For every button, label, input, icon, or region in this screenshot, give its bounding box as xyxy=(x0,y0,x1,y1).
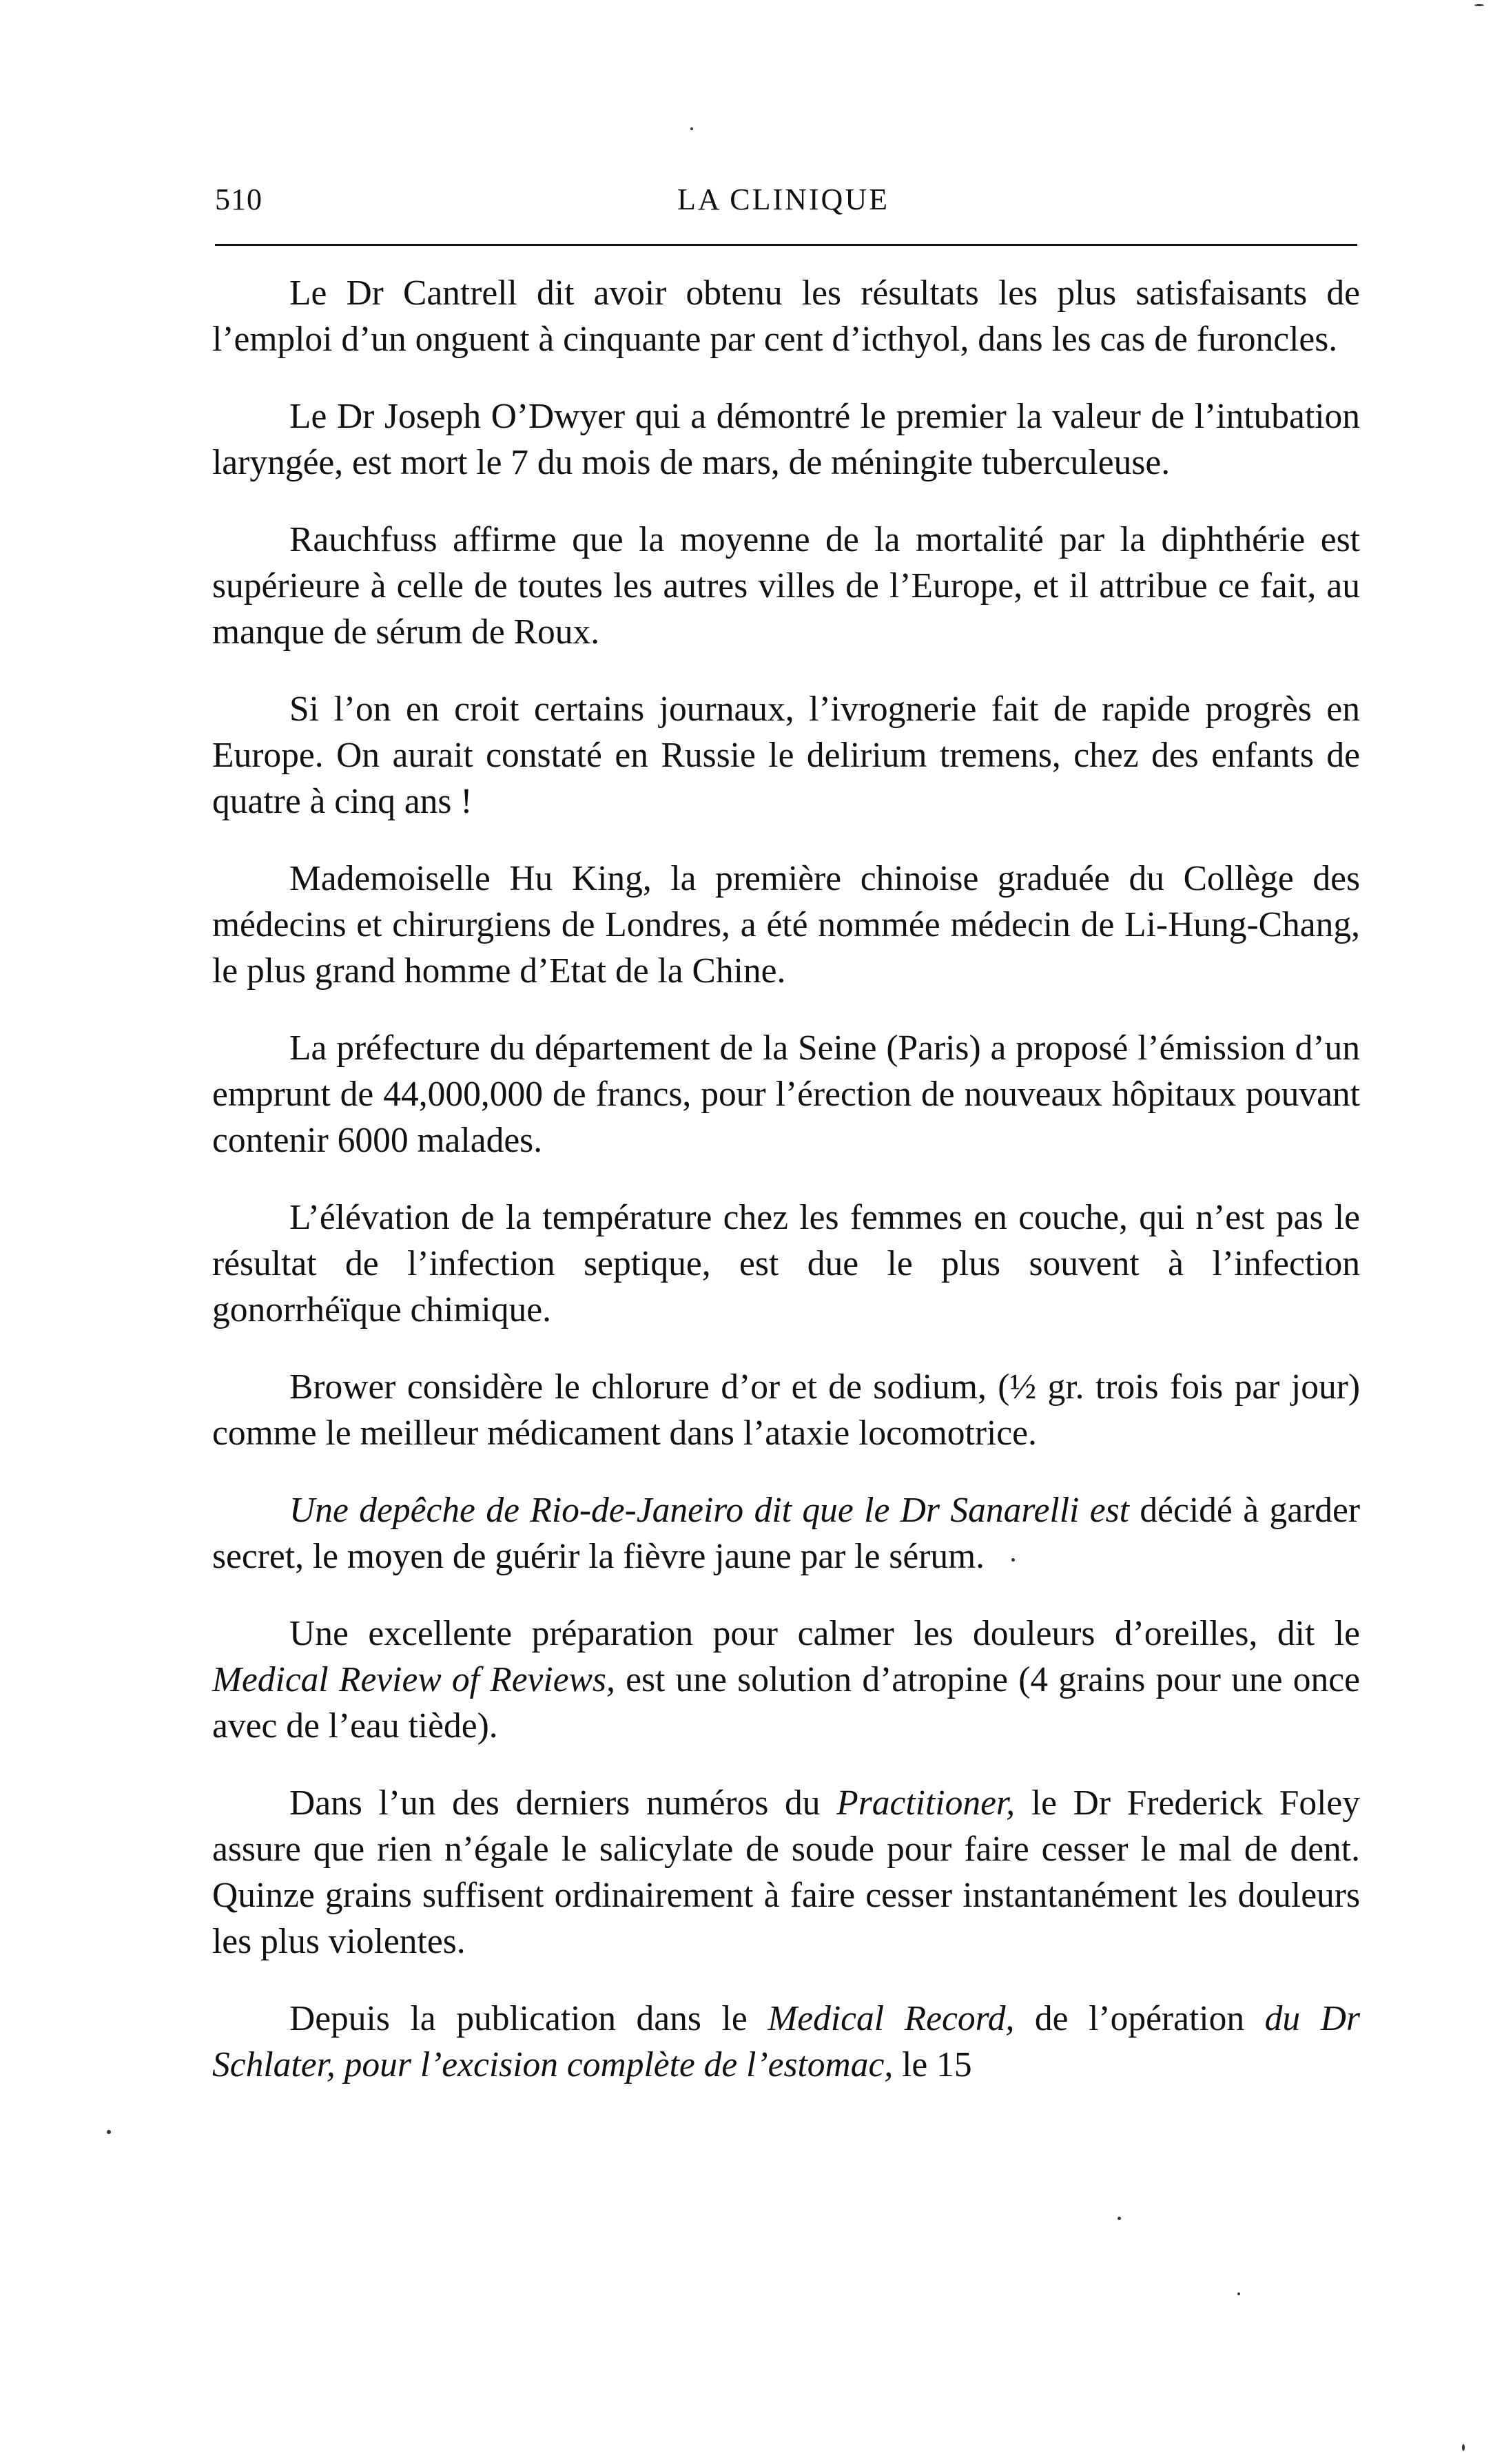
sanarelli-italic: Une depêche de Rio-de-Janeiro dit que le Dr Sanarelli est xyxy=(289,1491,1129,1530)
paragraph-brower: Brower considère le chlorure d’or et de sodium, (½ gr. trois fois par jour) comme le meilleur médicament dans l’ataxie locomotrice. xyxy=(212,1367,1360,1453)
scan-speck xyxy=(1237,2292,1240,2295)
page-number: 510 xyxy=(215,183,262,216)
schlater-text-c: le 15 xyxy=(902,2045,972,2084)
paragraph-atropine xyxy=(212,1611,1360,1749)
scan-speck xyxy=(690,127,693,130)
scan-speck xyxy=(1011,1558,1015,1562)
sanarelli-text: décidé à garder secret, le moyen de guérir la fièvre jaune par le sérum. xyxy=(212,1491,1360,1576)
paragraph-rauchfuss: Rauchfuss affirme que la moyenne de la mortalité par la diphthérie est supérieure à celle de toutes les autres villes de l’Europe, et il attribue ce fait, au manque de sérum de Roux. xyxy=(212,520,1360,652)
scan-speck xyxy=(1474,4,1484,6)
foley-text-b: le Dr Frederick Foley assure que rien n’égale le salicylate de soude pour faire cesser le mal de dent. Quinze grains suffisent ordinairement à faire cesser instantanément les douleurs les plus violentes. xyxy=(212,1783,1361,1961)
page-header xyxy=(215,180,1352,219)
atropine-text-a: Une excellente préparation pour calmer les douleurs d’oreilles, dit le xyxy=(289,1614,1360,1653)
paragraph-schlater xyxy=(212,1996,1360,2088)
atropine-journal-title: Medical Review of Reviews, xyxy=(212,1660,615,1699)
paragraph-prefecture: La préfecture du département de la Seine (Paris) a proposé l’émission d’un emprunt de 44,000,000 de francs, pour l’érection de nouveaux hôpitaux pouvant contenir 6000 malades. xyxy=(212,1028,1360,1160)
paragraph-odwyer: Le Dr Joseph O’Dwyer qui a démontré le premier la valeur de l’intubation laryngée, est mort le 7 du mois de mars, de méningite tuberculeuse. xyxy=(212,397,1360,482)
atropine-text-b: est une solution d’atropine (4 grains pour une once avec de l’eau tiède). xyxy=(212,1660,1360,1746)
article-body xyxy=(212,270,1360,2088)
schlater-text-a: Depuis la publication dans le xyxy=(289,1999,748,2038)
schlater-journal-title: Medical Record, xyxy=(768,1999,1015,2038)
paragraph-hu-king: Mademoiselle Hu King, la première chinoise graduée du Collège des médecins et chirurgiens de Londres, a été nommée médecin de Li-Hung-Chang, le plus grand homme d’Etat de la Chine. xyxy=(212,859,1360,991)
paragraph-ivrognerie: Si l’on en croit certains journaux, l’ivrognerie fait de rapide progrès en Europe. On aurait constaté en Russie le delirium tremens, chez des enfants de quatre à cinq ans ! xyxy=(212,690,1360,821)
schlater-text-b: de l’opération xyxy=(1034,1999,1245,2038)
paragraph-foley xyxy=(212,1780,1360,1965)
header-rule xyxy=(215,244,1357,246)
foley-journal-title: Practitioner, xyxy=(836,1783,1016,1823)
scan-speck xyxy=(107,2130,111,2134)
paragraph-elevation: L’élévation de la température chez les femmes en couche, qui n’est pas le résultat de l’infection septique, est due le plus souvent à l’infection gonorrhéïque chimique. xyxy=(212,1198,1360,1329)
paragraph-cantrell: Le Dr Cantrell dit avoir obtenu les résultats les plus satisfaisants de l’emploi d’un onguent à cinquante par cent d’icthyol, dans les cas de furoncles. xyxy=(212,273,1360,359)
paragraph-sanarelli xyxy=(212,1487,1360,1580)
running-title: LA CLINIQUE xyxy=(677,183,889,216)
scan-speck xyxy=(1118,2217,1121,2220)
scan-speck xyxy=(1462,2444,1465,2451)
foley-text-a: Dans l’un des derniers numéros du xyxy=(289,1783,821,1823)
schlater-italic-b: du Dr Schlater, pour l’excision complète de l’estomac, xyxy=(212,1999,1360,2084)
